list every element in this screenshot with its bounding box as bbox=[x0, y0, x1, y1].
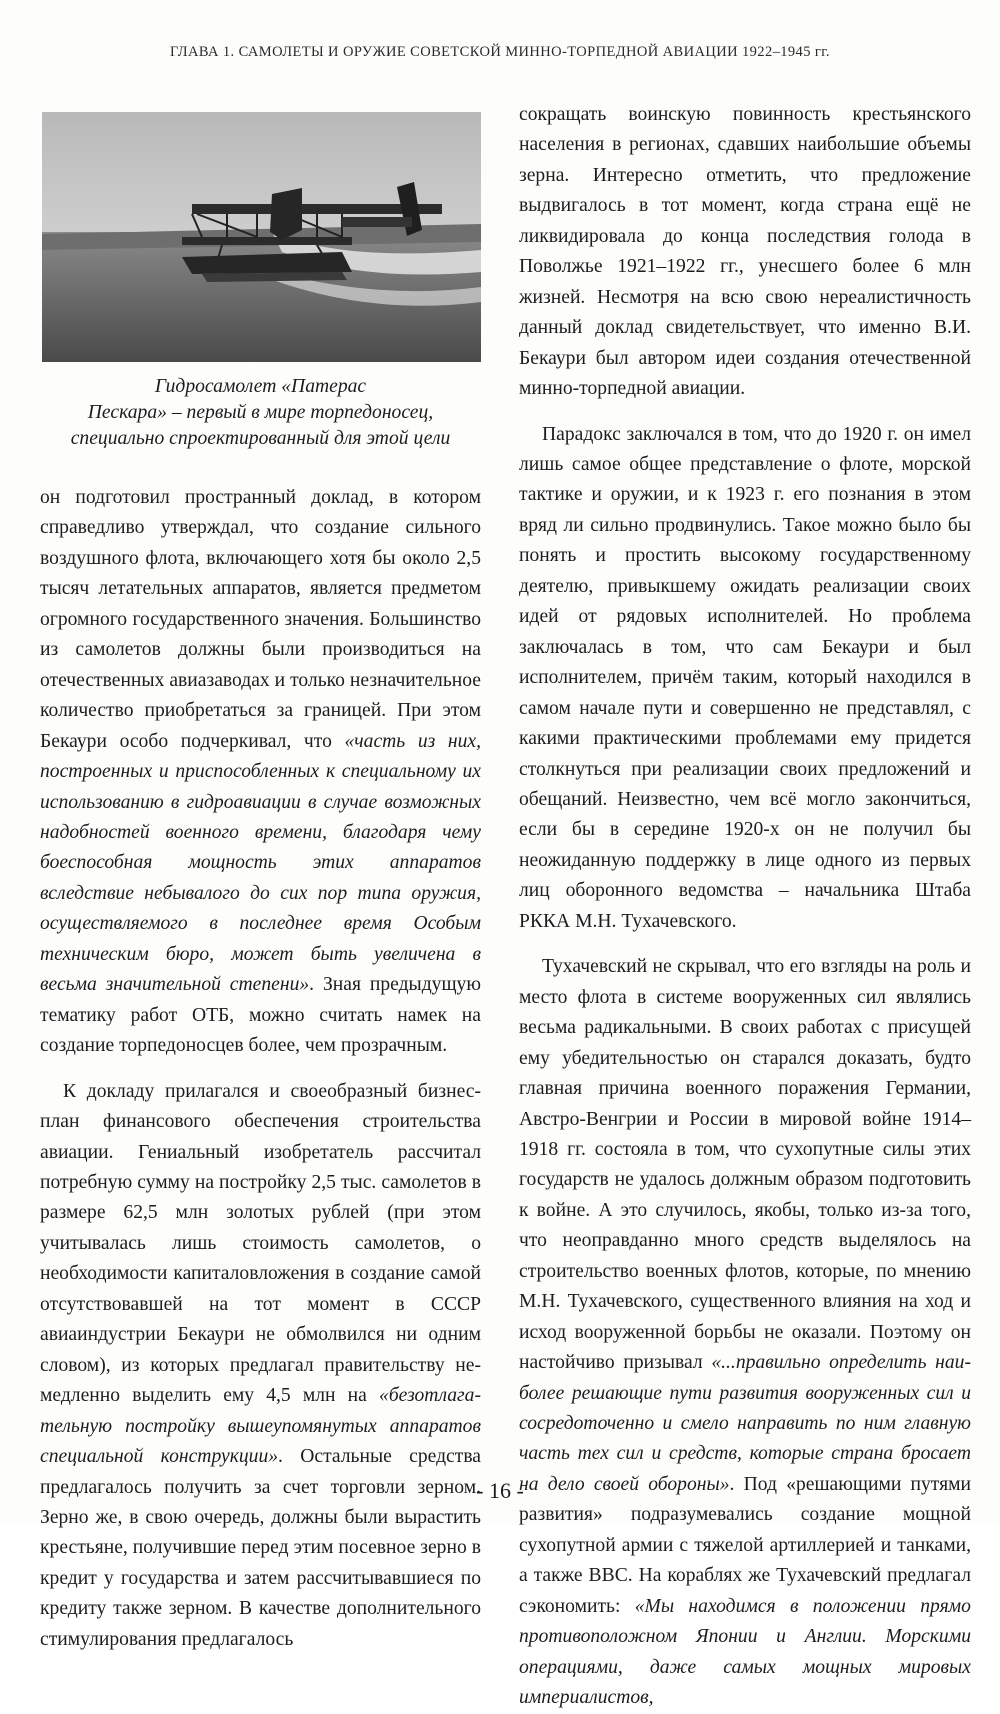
paragraph: Парадокс заключался в том, что до 1920 г. он имел лишь самое общее представление о флоте, морской тактике и оружии, и к 1923 г. его познания в этом вряд ли сильно продвинулись. Такое можно было бы понять и простить высокому государственному деятелю, привыкшему ожидать реализации своих идей от рядовых исполнителей. Но проблема заключалась в том, что сам Бекаури и был исполнителем, причём таким, который находился в самом начале пути и совершенно не представлял, с какими практическими проблемами ему придется столкнуться при реализации своих предложений и обещаний. Неизвестно, чем всё могло закончиться, если бы в середине 1920-х он не получил бы неожиданную поддержку в лице одного из первых лиц оборонного ведомства – начальника Штаба РККА М.Н. Тухачевского. bbox=[519, 423, 971, 932]
caption-line: Пескара» – первый в мире торпедоносец, bbox=[87, 402, 434, 423]
caption-line: специально спроектированный для этой цели bbox=[70, 428, 451, 449]
paragraph: он подготовил пространный доклад, в котором справедливо утверждал, что создание сильного воздушного флота, включающего хотя бы около 2,5 тысяч летательных аппаратов, является предметом огромного государственного значения. Большинство из самолетов должны были производиться на отечественных авиазаводах и только незначительное количество приобретаться за границей. При этом Бекаури особо подчеркивал, что «часть из них, построенных и приспособленных к специальному их использованию в гидроавиации в случае возможных надобностей военного времени, благодаря чему боеспособная мощность этих аппаратов вследствие небывалого до сих пор типа оружия, осуществляемого в последнее время Особым техническим бюро, может быть увеличена в весьма значительной степени». Зная предыдущую тематику работ ОТБ, можно считать намек на создание торпедоносцев более, чем прозрачным. bbox=[40, 487, 481, 1057]
page-number: - 16 - bbox=[476, 1478, 524, 1503]
figure-caption bbox=[40, 374, 481, 452]
running-header: ГЛАВА 1. САМОЛЕТЫ И ОРУЖИЕ СОВЕТСКОЙ МИННО-ТОРПЕДНОЙ АВИАЦИИ 1922–1945 гг. bbox=[170, 44, 830, 60]
caption-line: Гидросамолет «Патерас bbox=[154, 376, 367, 397]
paragraph: К докладу прилагался и своеобразный бизнес-план финансового обеспечения строительства авиации. Гениальный изобретатель рассчитал потребную сумму на постройку 2,5 тыс. самолетов в размере 62,5 млн золотых рублей (при этом учитывалась лишь стоимость самолетов, о необходимости капиталовложения в создание самой отсутствовавшей на тот момент в СССР авиаиндустрии Бекаури не обмолвился ни одним словом), из которых предлагал правительству немедленно выделить ему 4,5 млн на «безотлагательную постройку вышеупомянутых аппаратов специальной конструкции». Остальные средства предлагалось получить за счет торговли зерном. Зерно же, в свою очередь, должны были вырастить крестьяне, получившие перед этим посевное зерно в кредит у государства и затем рассчитывавшиеся по кредиту также зерном. В качестве дополнительного стимулирования предлагалось bbox=[40, 1080, 482, 1650]
quote: «безотлагательную постройку вышеупомянутых аппаратов специальной конструкции» bbox=[40, 1385, 481, 1468]
paragraph: сокращать воинскую повинность крестьянского населения в регионах, сдавших наибольшие объемы зерна. Интересно отметить, что предложение выдвигалось в тот момент, когда страна ещё не ликвидировала до конца последствия голода в Поволжье 1921–1922 гг., унесшего более 6 млн жизней. Несмотря на всю свою нереалистичность данный доклад свидетельствует, что именно В.И. Бекаури был автором идеи создания отечественной минно-торпедной авиации. bbox=[519, 104, 971, 400]
quote: «Мы находимся в положении прямо противоположном Японии и Англии. Морскими операциями, даже самых мощных мировых империалистов, bbox=[519, 1595, 971, 1709]
quote: «часть из них, построенных и приспособленных к специальному их использованию в гидроавиации в случае возможных надобностей военного времени, благодаря чему боеспособная мощность этих аппаратов вследствие небывалого до сих пор типа оружия, осуществляемого в последнее время Особым техническим бюро, может быть увеличена в весьма значительной степени» bbox=[40, 730, 481, 996]
right-column bbox=[519, 100, 971, 1714]
quote: «...правильно определить наиболее решающие пути развития вооруженных сил и сосредоточенно и смело направить по ним главную часть тех сил и средств, которые страна бросает на дело своей обороны» bbox=[519, 1352, 971, 1495]
seaplane-photo bbox=[42, 112, 481, 362]
seaplane-illustration bbox=[42, 112, 481, 362]
paragraph: Тухачевский не скрывал, что его взгляды на роль и место флота в системе вооруженных сил являлись весьма радикальными. В своих работах с присущей ему убедительностью он старался доказать, будто главная причина военного поражения Германии, Австро-Венгрии и России в мировой войне 1914–1918 гг. состояла в том, что сухопутные силы этих государств не удалось должным образом подготовить к войне. А это случилось, якобы, только из-за того, что неоправданно много средств выделялось на строительство военных флотов, которые, по мнению М.Н. Тухачевского, существенного влияния на ход и исход вооруженной борьбы не оказали. Поэтому он настойчиво призывал «...правильно определить наиболее решающие пути развития вооруженных сил и сосредоточенно и смело направить по ним главную часть тех сил и средств, которые страна бросает на дело своей обороны». Под «решающими путями развития» подразумевались создание мощной сухопутной армии с тяжелой артиллерией и танками, а также ВВС. На кораблях же Тухачевский предлагал сэкономить: «Мы находимся в положении прямо противоположном Японии и Англии. Морскими операциями, даже самых мощных мировых империалистов, bbox=[519, 956, 971, 1709]
